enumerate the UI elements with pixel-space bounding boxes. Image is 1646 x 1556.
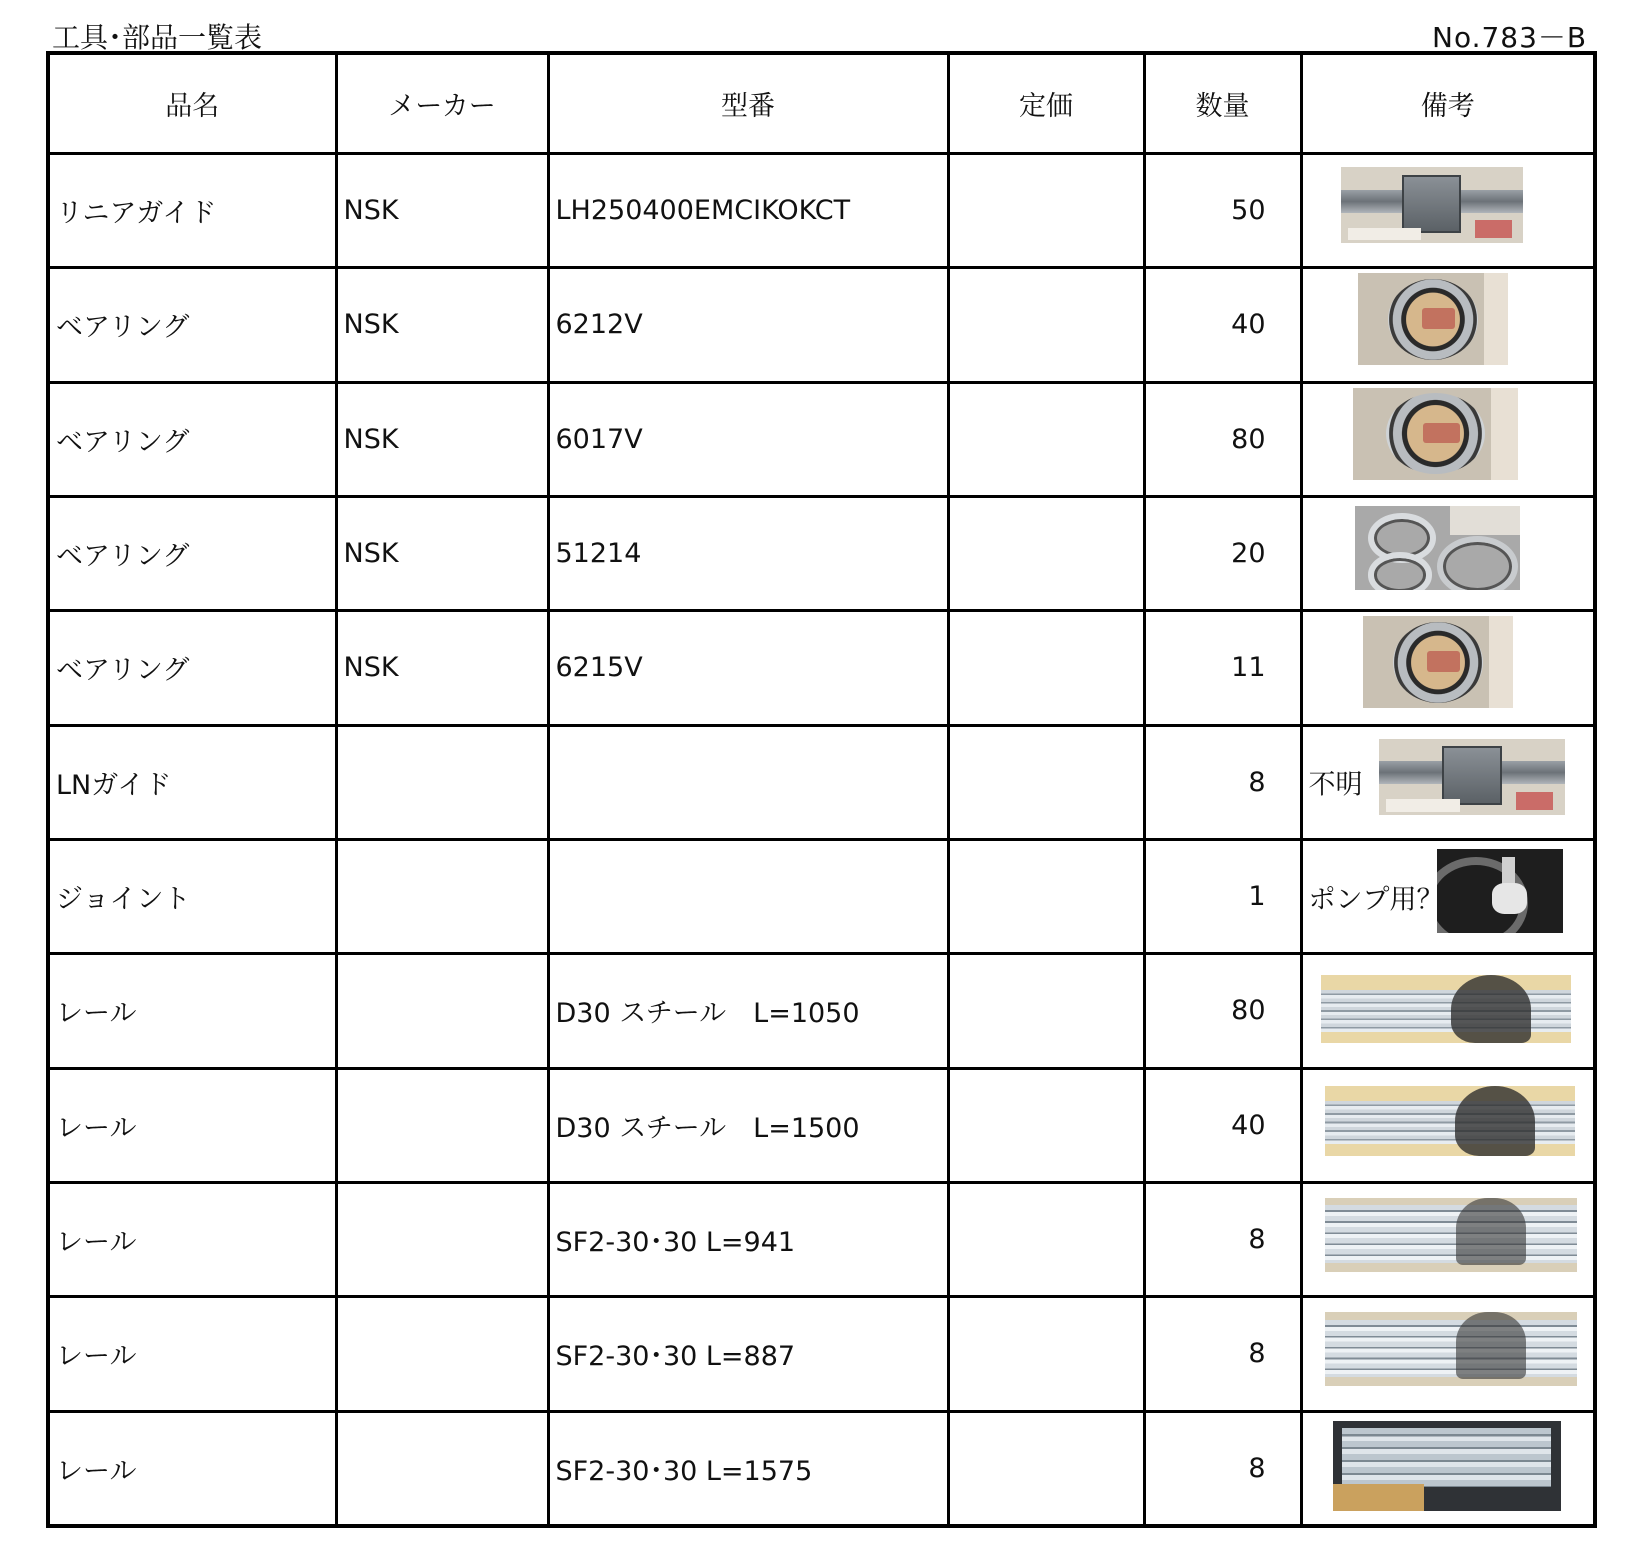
- cell-name: レール: [48, 1068, 336, 1182]
- cell-name: ベアリング: [48, 268, 336, 382]
- cell-price: [948, 1068, 1144, 1182]
- table-row: [48, 839, 1595, 953]
- document-title: 工具･部品一覧表: [52, 21, 263, 54]
- cell-maker: [336, 725, 548, 839]
- table-row: [48, 154, 1595, 268]
- cell-model: 51214: [548, 496, 948, 610]
- cell-maker: NSK: [336, 611, 548, 725]
- table-row: [48, 496, 1595, 610]
- cell-quantity: 80: [1144, 382, 1301, 496]
- cell-name: レール: [48, 1182, 336, 1296]
- cell-name: LNガイド: [48, 725, 336, 839]
- cell-quantity: 40: [1144, 268, 1301, 382]
- cell-model: 6017V: [548, 382, 948, 496]
- cell-remarks: [1301, 839, 1595, 953]
- rail-photo: [1325, 1198, 1577, 1272]
- cell-maker: [336, 839, 548, 953]
- thrust-bearing-photo: [1355, 506, 1520, 590]
- cell-name: ベアリング: [48, 611, 336, 725]
- cell-quantity: 8: [1144, 1297, 1301, 1411]
- table-row: [48, 611, 1595, 725]
- table-row: [48, 268, 1595, 382]
- cell-model: SF2-30･30 L=1575: [548, 1411, 948, 1526]
- rail-photo: [1325, 1312, 1577, 1386]
- cell-model: D30 スチール L=1050: [548, 954, 948, 1068]
- cell-quantity: 8: [1144, 1411, 1301, 1526]
- column-header-remarks: 備考: [1301, 53, 1595, 154]
- cell-remarks: [1301, 1068, 1595, 1182]
- cell-price: [948, 1182, 1144, 1296]
- column-header-price: 定価: [948, 53, 1144, 154]
- cell-price: [948, 839, 1144, 953]
- column-header-maker: メーカー: [336, 53, 548, 154]
- cell-maker: NSK: [336, 382, 548, 496]
- table-row: [48, 1182, 1595, 1296]
- document-number: No.783－B: [1432, 21, 1588, 54]
- cell-maker: [336, 1182, 548, 1296]
- cell-price: [948, 1411, 1144, 1526]
- table-row: [48, 382, 1595, 496]
- parts-table: [46, 51, 1597, 1528]
- cell-price: [948, 1297, 1144, 1411]
- cell-price: [948, 496, 1144, 610]
- joint-photo: [1437, 849, 1563, 933]
- cell-name: ベアリング: [48, 496, 336, 610]
- cell-price: [948, 154, 1144, 268]
- rail-photo: [1321, 975, 1571, 1043]
- cell-quantity: 8: [1144, 1182, 1301, 1296]
- cell-remarks: [1301, 611, 1595, 725]
- cell-remarks: [1301, 1182, 1595, 1296]
- cell-name: ベアリング: [48, 382, 336, 496]
- cell-quantity: 80: [1144, 954, 1301, 1068]
- cell-model: 6215V: [548, 611, 948, 725]
- cell-remarks: [1301, 154, 1595, 268]
- table-header-row: [48, 53, 1595, 154]
- cell-maker: [336, 1297, 548, 1411]
- column-header-model: 型番: [548, 53, 948, 154]
- cell-remarks: [1301, 1297, 1595, 1411]
- cell-model: SF2-30･30 L=941: [548, 1182, 948, 1296]
- cell-remarks: [1301, 954, 1595, 1068]
- cell-maker: [336, 954, 548, 1068]
- cell-maker: [336, 1068, 548, 1182]
- bearing-photo: [1363, 616, 1513, 708]
- cell-name: レール: [48, 954, 336, 1068]
- cell-price: [948, 382, 1144, 496]
- cell-maker: NSK: [336, 268, 548, 382]
- cell-remarks: [1301, 1411, 1595, 1526]
- cell-name: ジョイント: [48, 839, 336, 953]
- table-row: [48, 1411, 1595, 1526]
- linear-guide-photo: [1379, 739, 1565, 815]
- cell-quantity: 50: [1144, 154, 1301, 268]
- bearing-photo: [1358, 273, 1508, 365]
- bearing-photo: [1353, 388, 1518, 480]
- cell-model: 6212V: [548, 268, 948, 382]
- cell-quantity: 8: [1144, 725, 1301, 839]
- cell-price: [948, 268, 1144, 382]
- cell-quantity: 40: [1144, 1068, 1301, 1182]
- cell-maker: [336, 1411, 548, 1526]
- cell-remarks: [1301, 496, 1595, 610]
- cell-maker: NSK: [336, 154, 548, 268]
- cell-model: [548, 725, 948, 839]
- cell-remarks: [1301, 382, 1595, 496]
- cell-quantity: 20: [1144, 496, 1301, 610]
- rail-photo: [1333, 1421, 1561, 1511]
- cell-model: SF2-30･30 L=887: [548, 1297, 948, 1411]
- remarks-text: 不明: [1308, 769, 1363, 801]
- cell-name: レール: [48, 1297, 336, 1411]
- cell-model: LH250400EMCIKOKCT: [548, 154, 948, 268]
- table-row: [48, 725, 1595, 839]
- cell-quantity: 11: [1144, 611, 1301, 725]
- cell-name: レール: [48, 1411, 336, 1526]
- cell-maker: NSK: [336, 496, 548, 610]
- column-header-name: 品名: [48, 53, 336, 154]
- cell-model: D30 スチール L=1500: [548, 1068, 948, 1182]
- cell-name: リニアガイド: [48, 154, 336, 268]
- remarks-text: ポンプ用？: [1308, 884, 1444, 916]
- cell-price: [948, 954, 1144, 1068]
- linear-guide-photo: [1341, 167, 1523, 243]
- table-row: [48, 1068, 1595, 1182]
- cell-price: [948, 725, 1144, 839]
- cell-remarks: [1301, 725, 1595, 839]
- cell-model: [548, 839, 948, 953]
- column-header-quantity: 数量: [1144, 53, 1301, 154]
- cell-remarks: [1301, 268, 1595, 382]
- cell-quantity: 1: [1144, 839, 1301, 953]
- rail-photo: [1325, 1086, 1575, 1156]
- table-row: [48, 1297, 1595, 1411]
- cell-price: [948, 611, 1144, 725]
- table-row: [48, 954, 1595, 1068]
